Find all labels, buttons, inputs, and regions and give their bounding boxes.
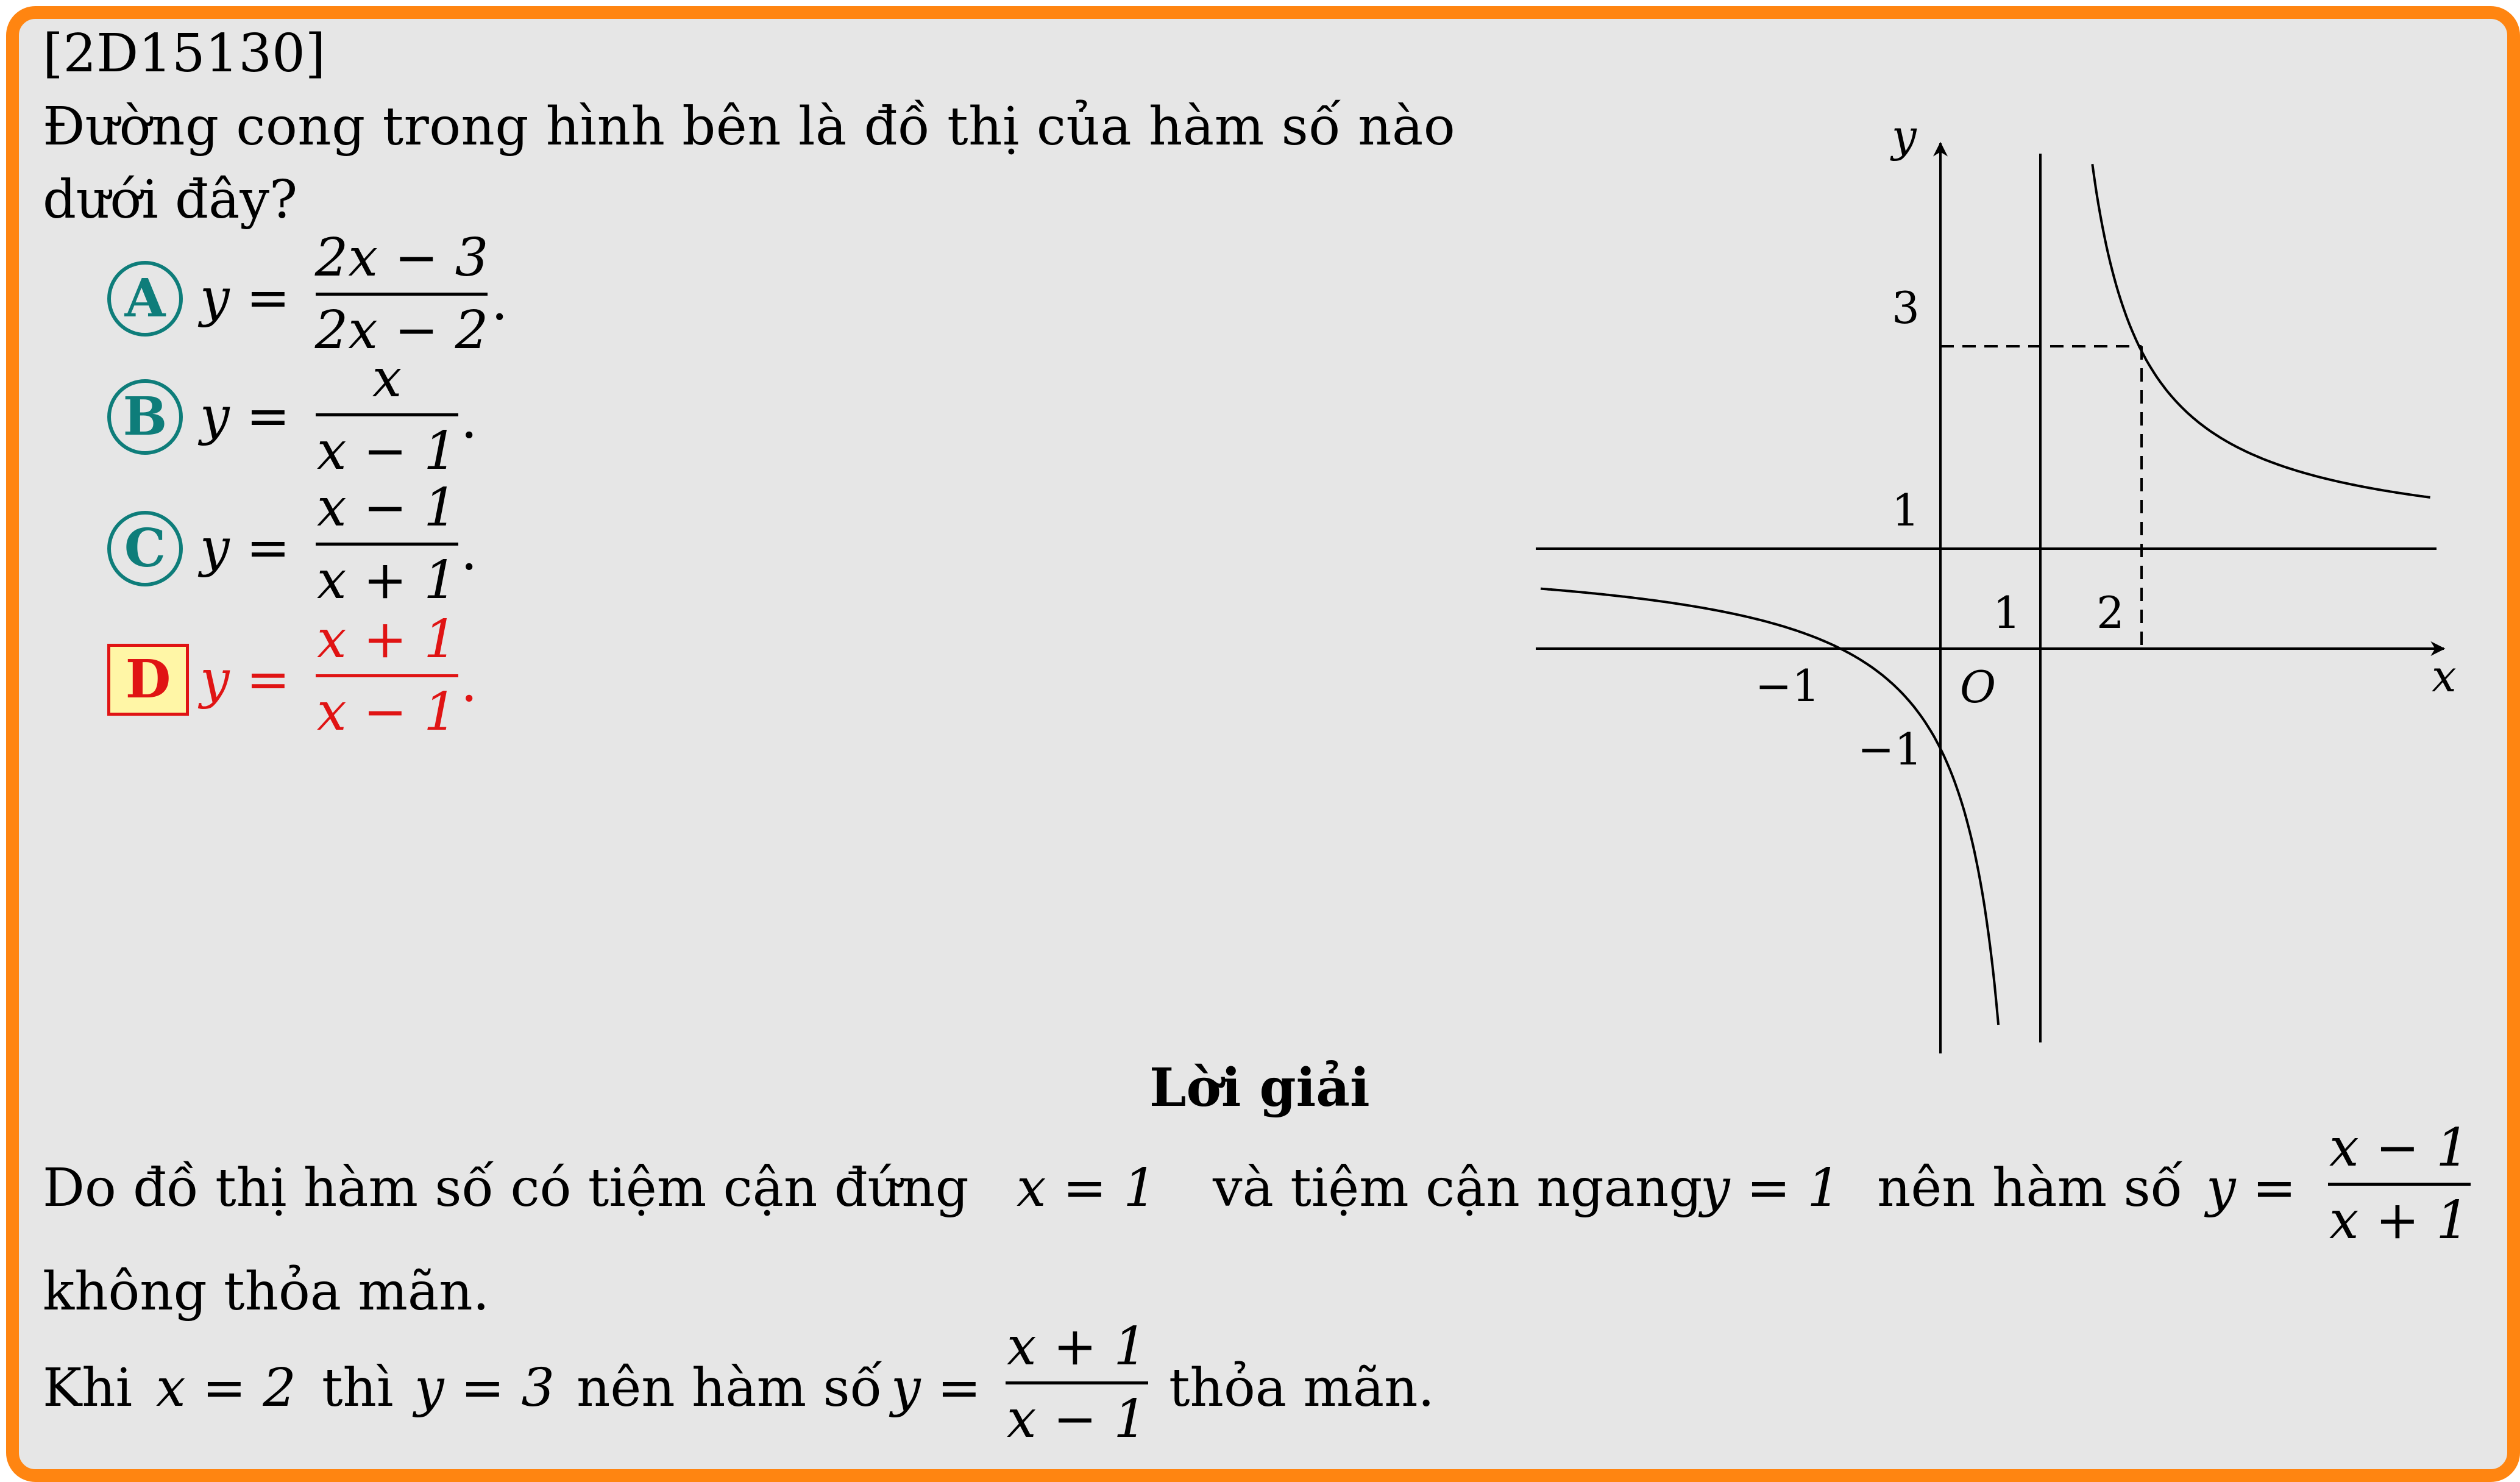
x-axis-label: x (2432, 650, 2457, 702)
solution-line3-start: Khi (43, 1358, 133, 1419)
tick-label-x-1: 1 (1993, 587, 2021, 638)
option-b-badge[interactable]: B (107, 379, 183, 455)
solution-line3-eq1: x = 2 (156, 1358, 296, 1419)
option-c-period: . (461, 521, 478, 582)
option-b-numerator: x (372, 348, 402, 409)
solution-line1-lhs: y = (2206, 1158, 2296, 1219)
fraction-bar (1006, 1381, 1148, 1384)
tick-label-y-3: 3 (1892, 282, 1920, 333)
origin-label: O (1960, 661, 1996, 713)
option-d-badge[interactable]: D (107, 644, 189, 716)
solution-line1-text: Do đồ thị hàm số có tiệm cận đứng (43, 1158, 969, 1219)
solution-line3-fraction (1006, 1316, 1148, 1450)
option-b-period: . (461, 390, 478, 451)
option-d-period: . (461, 653, 478, 714)
option-c-numerator: x − 1 (317, 477, 457, 538)
solution-line3-tail: thỏa mãn. (1169, 1358, 1435, 1419)
solution-line3-lhs: y = (891, 1358, 981, 1419)
option-a-lhs: y = (200, 268, 290, 329)
solution-line1-numerator: x − 1 (2329, 1117, 2469, 1178)
solution-line1-tail: nên hàm số (1877, 1158, 2183, 1219)
tick-label-x-2: 2 (2096, 587, 2124, 638)
option-a-denominator: 2x − 2 (314, 300, 489, 361)
curve-left-branch (1541, 589, 1998, 1025)
tick-label-y-1: 1 (1892, 485, 1920, 536)
tick-label-x-minus1: −1 (1755, 660, 1820, 711)
solution-line1-mid: và tiệm cận ngang (1213, 1158, 1703, 1219)
y-axis-label: y (1892, 110, 1917, 162)
option-a-badge[interactable]: A (107, 261, 183, 337)
solution-line1-fraction (2328, 1117, 2471, 1251)
option-c-badge[interactable]: C (107, 511, 183, 586)
solution-line3-denominator: x − 1 (1007, 1389, 1147, 1450)
option-b-denominator: x − 1 (317, 421, 457, 482)
option-a-numerator: 2x − 3 (314, 227, 489, 288)
solution-title: Lời giải (1149, 1057, 1370, 1119)
option-d-denominator: x − 1 (317, 682, 457, 743)
solution-line1-eq1: x = 1 (1017, 1158, 1157, 1219)
option-d-numerator: x + 1 (317, 609, 457, 670)
solution-line1-denominator: x + 1 (2329, 1190, 2469, 1251)
solution-line2-text: không thỏa mãn. (43, 1261, 489, 1322)
solution-line3-mid1: thì (322, 1358, 394, 1419)
option-d-lhs: y = (200, 649, 290, 710)
question-code: [2D15130] (43, 23, 326, 84)
solution-line3-numerator: x + 1 (1007, 1316, 1147, 1377)
solution-line3-eq2: y = 3 (414, 1358, 555, 1419)
question-line-2: dưới đây? (43, 169, 298, 230)
option-b-lhs: y = (200, 386, 290, 447)
option-c-lhs: y = (200, 518, 290, 579)
fraction-bar (2328, 1183, 2471, 1186)
tick-label-y-minus1: −1 (1858, 724, 1923, 775)
curve-right-branch (2092, 164, 2430, 497)
solution-line3-mid2: nên hàm số (577, 1358, 882, 1419)
option-c-denominator: x + 1 (317, 550, 457, 611)
solution-line1-eq2: y = 1 (1700, 1158, 1841, 1219)
question-line-1: Đường cong trong hình bên là đồ thị của hàm số nào (43, 96, 1456, 157)
option-a-period: . (491, 271, 508, 332)
